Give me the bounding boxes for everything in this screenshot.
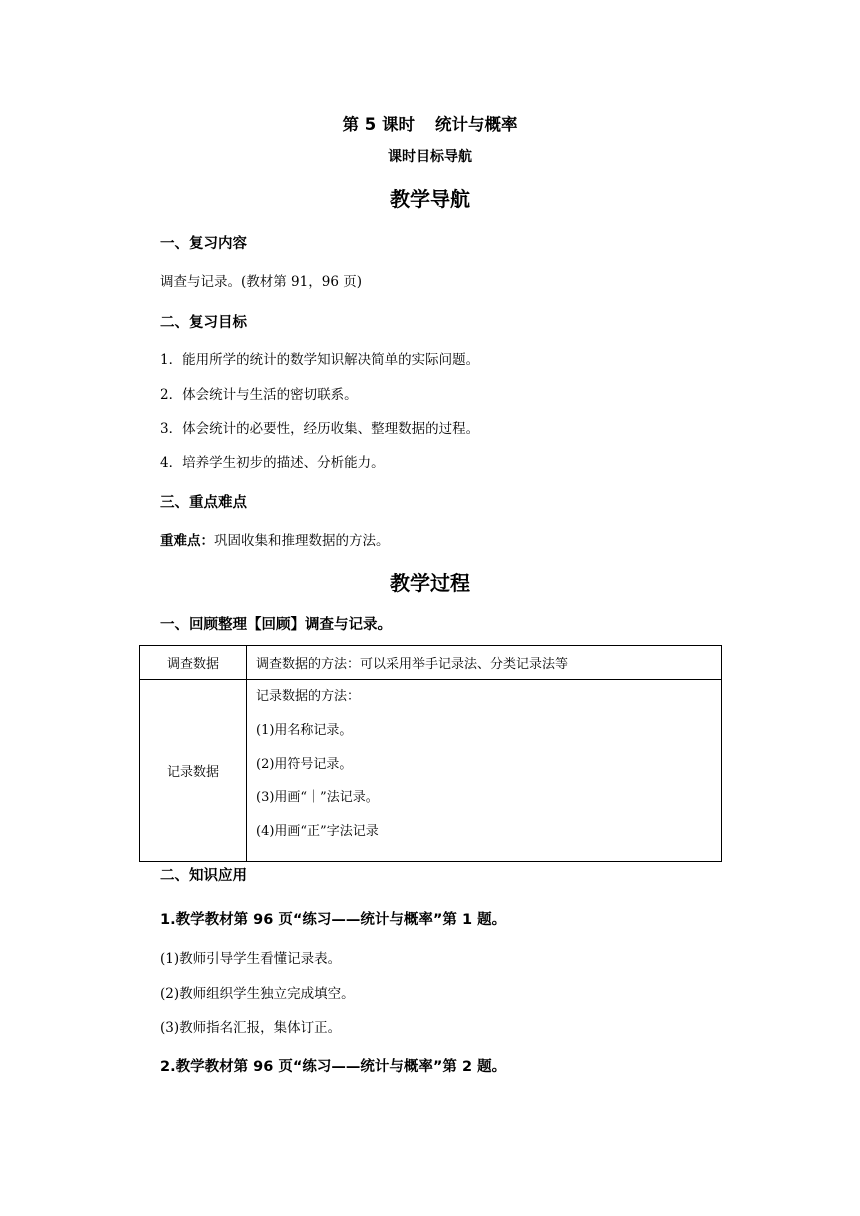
key-points-line xyxy=(160,529,390,549)
key-points-label: 重难点： xyxy=(160,533,214,549)
review-content-text: 调查与记录。(教材第 91，96 页) xyxy=(160,274,362,290)
table-row-content xyxy=(247,680,722,862)
goal-item: 3．体会统计的必要性，经历收集、整理数据的过程。 xyxy=(160,421,480,437)
review-table xyxy=(139,645,722,862)
lesson-subtitle: 课时目标导航 xyxy=(388,149,472,165)
table-row-label: 调查数据 xyxy=(140,646,247,680)
goal-item: 1．能用所学的统计的数学知识解决简单的实际问题。 xyxy=(160,352,480,368)
exercise-step: (2)教师组织学生独立完成填空。 xyxy=(160,986,355,1002)
teaching-process-heading: 教学过程 xyxy=(390,571,470,595)
section-heading-review-goals: 二、复习目标 xyxy=(160,315,247,331)
exercise-step: (3)教师指名汇报，集体订正。 xyxy=(160,1020,342,1036)
exercise-step: (1)教师引导学生看懂记录表。 xyxy=(160,951,342,967)
table-cell-line: 记录数据的方法： xyxy=(256,689,361,704)
table-cell-line: (3)用画“｜”法记录。 xyxy=(256,790,379,806)
teaching-nav-heading: 教学导航 xyxy=(390,187,470,211)
knowledge-application-heading: 二、知识应用 xyxy=(160,868,247,884)
table-row xyxy=(140,646,722,680)
table-row-content: 调查数据的方法：可以采用举手记录法、分类记录法等 xyxy=(247,646,722,680)
table-cell-line: (1)用名称记录。 xyxy=(256,722,353,738)
table-cell-line: (4)用画“正”字法记录 xyxy=(256,824,379,840)
review-organize-heading: 一、回顾整理【回顾】调查与记录。 xyxy=(160,617,392,633)
key-points-text: 巩固收集和推理数据的方法。 xyxy=(214,533,390,549)
table-cell-line: (2)用符号记录。 xyxy=(256,756,353,772)
goal-item: 4．培养学生初步的描述、分析能力。 xyxy=(160,455,385,471)
exercise-1-title: 1.教学教材第 96 页“练习——统计与概率”第 1 题。 xyxy=(160,912,507,928)
goal-item: 2．体会统计与生活的密切联系。 xyxy=(160,387,358,403)
lesson-title xyxy=(0,111,860,135)
lesson-topic: 统计与概率 xyxy=(434,115,518,134)
table-row-label: 记录数据 xyxy=(140,680,247,862)
exercise-2-title: 2.教学教材第 96 页“练习——统计与概率”第 2 题。 xyxy=(160,1059,507,1075)
section-heading-key-points: 三、重点难点 xyxy=(160,495,247,511)
lesson-number: 第 5 课时 xyxy=(342,115,415,134)
table-row xyxy=(140,680,722,862)
section-heading-review-content: 一、复习内容 xyxy=(160,236,247,252)
